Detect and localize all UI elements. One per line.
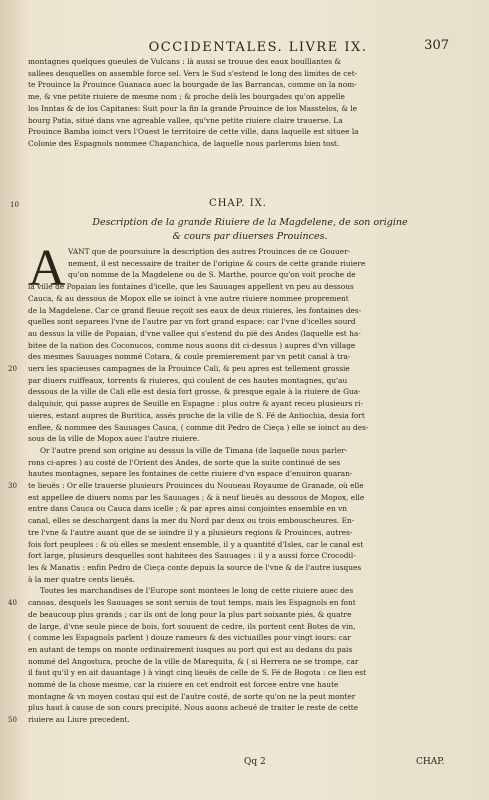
text-line: Colonie des Espagnols nommee Chapanchica, de laquelle nous parlerons bien tost.	[28, 138, 340, 148]
margin-line-number: 50	[8, 716, 17, 724]
text-line: au dessus la ville de Popaian, d'vne vallee qui s'estend du pié des Andes (laquelle est ha-	[28, 328, 361, 338]
text-line: Or l'autre prend son origine au dessus la ville de Timana (de laquelle nous parler-	[40, 445, 348, 455]
text-line: qu'on nomme de la Magdelene ou de S. Marthe, pource qu'on voit proche de	[68, 270, 356, 280]
text-line: tre l'vne & l'autre auant que de se ioindre il y a plusieurs regions & Prouinces, autres-	[28, 527, 353, 537]
margin-line-number: 20	[8, 365, 17, 373]
text-line: me, & vne petite riuiere de mesme nom ; & proche delà les bourgades qu'on appelle	[28, 92, 345, 102]
text-line: uers les spacieuses campagnes de la Prouince Cali, & peu apres est tellement grossie	[28, 364, 350, 374]
top-paragraph	[28, 56, 453, 150]
text-line: sallees desquelles on assemble force sel. Vers le Sud s'estend le long des limites de cet-	[28, 68, 358, 78]
text-line: te Prouince la Prouince Guanaca auec la bourgade de las Barrancas, comme on la nom-	[28, 80, 357, 90]
text-line: nement, il est necessaire de traiter de l'origine & cours de cette grande riuiere	[68, 258, 366, 268]
text-line: nommé del Angostura, proche de la ville de Marequita, & ( si Herrera ne se trompe, car	[28, 656, 359, 666]
subtitle-line: Description de la grande Riuiere de la Magdelene, de son origine	[92, 217, 408, 228]
text-line: rons ci-apres ) au costé de l'Orient des Andes, de sorte que la suite continué de ses	[28, 457, 341, 467]
subtitle-line: & cours par diuerses Prouinces.	[172, 231, 328, 242]
text-line: VANT que de poursuiure la description des autres Prouinces de ce Gouuer-	[68, 247, 351, 256]
text-line: par diuers ruiffeaux, torrents & riuieres, qui coulent de ces hautes montagnes, qu'au	[28, 375, 348, 385]
text-line: dalquiuir, qui passe aupres de Seuille en Espagne : plus outre & ayant receu plusieurs ri-	[28, 399, 363, 409]
text-line: Prouince Bamba ioinct vers l'Ouest le territoire de cette ville, dans laquelle est situee la	[28, 127, 359, 137]
text-line: riuiere au Liure precedent.	[28, 715, 130, 725]
text-line: plus haut à cause de son cours precipité. Nous auons acheué de traiter le reste de cette	[28, 703, 359, 713]
margin-line-number: 10	[10, 201, 19, 209]
chapter-subtitle	[60, 216, 440, 244]
margin-line-number: 30	[8, 482, 17, 490]
text-line: quelles sont separees l'vne de l'autre par vn fort grand espace: car l'vne d'icelles sourd	[28, 317, 356, 327]
text-line: montagne & vn moyen costau qui est de l'autre costé, de sorte qu'on ne la peut monter	[28, 691, 356, 701]
page-number: 307	[424, 38, 449, 53]
text-line: canoas, desquels les Sauuages se sont seruis de tout temps, mais les Espagnols en font	[28, 598, 356, 608]
text-line: en autant de temps on monte ordinairement iusques au port qui est au dedans du pais	[28, 644, 353, 654]
text-line: entre dans Cauca ou Cauca dans icelle ; & par apres ainsi conjointes ensemble en vn	[28, 504, 348, 514]
text-line: Cauca, & au dessous de Mopox elle se ioinct à vne autre riuiere nommee proprement	[28, 293, 349, 303]
text-line: nommé de la chose mesme, car la riuiere en cet endroit est forcee entre vne haute	[28, 680, 339, 690]
text-line: dessous de la ville de Cali elle est desia fort grosse, & presque egale à la riuiere de Gua-	[28, 387, 361, 397]
text-line: de la Magdelene. Car ce grand fleuue reçoit ses eaux de deux riuieres, les fontaines des-	[28, 305, 362, 315]
text-line: de beaucoup plus grands ; car ils ont de long pour la plus part soixante piés, & quatre	[28, 609, 352, 619]
text-line: ( comme les Espagnols parlent ) douze rameurs & des victuailles pour vingt iours: car	[28, 633, 351, 643]
text-line: fort large, plusieurs desquelles sont habitees des Sauuages : il y a aussi force Crocodil-	[28, 551, 356, 561]
drop-cap: A	[28, 240, 66, 297]
margin-line-number: 40	[8, 599, 17, 607]
text-line: enflee, & nommee des Sauuages Cauca, ( comme dit Pedro de Cieça ) elle se ioinct au des-	[28, 422, 369, 432]
text-line: Toutes les marchandises de l'Europe sont montees le long de cette riuiere auec des	[40, 586, 354, 596]
text-line: de large, d'vne seule piece de bois, fort souuent de cedre, ils portent cent Botes de vin,	[28, 621, 356, 631]
text-line: la ville de Popaian les fontaines d'icelle, que les Sauuages appellent vn peu au dessous	[28, 282, 354, 292]
text-line: fois fort peuplees : & où elles se meslent ensemble, il y a quantité d'Isles, car le canal est	[28, 539, 364, 549]
text-line: bourg Patia, situé dans vne agreable vallee, qu'vne petite riuiere claire trauerse. La	[28, 115, 343, 125]
catchword: CHAP.	[416, 757, 445, 767]
text-line: les & Manatis : enfin Pedro de Cieça conte depuis la source de l'vne & de l'autre iusques	[28, 562, 362, 572]
chapter-heading: CHAP. IX.	[209, 198, 267, 209]
signature-mark: Qq 2	[244, 757, 266, 767]
text-line: los Inntas & de los Capitanes: Suit pour la fin la grande Prouince de los Masstelos, & le	[28, 103, 358, 113]
text-line: à la mer quatre cents lieuës.	[28, 574, 136, 584]
running-head: OCCIDENTALES. LIVRE IX.	[148, 40, 368, 55]
text-line: hautes montagnes, separe les fontaines de cette riuiere d'vn espace d'enuiron quaran-	[28, 469, 353, 479]
text-line: canal, elles se deschargent dans la mer du Nord par deux ou trois embouscheures. En-	[28, 516, 355, 526]
text-line: sous de la ville de Mopox auec l'autre riuiere.	[28, 434, 200, 444]
text-line: uieres, estant aupres de Buritica, assés proche de la ville de S. Fé de Antiochia, desia fort	[28, 410, 365, 420]
main-text	[28, 240, 453, 726]
text-line: il faut qu'il y en ait dauantage ) à vingt cinq lieuës de celle de S. Fé de Bogota : ce lieu est	[28, 668, 367, 678]
text-line: montagnes quelques gueules de Vulcans : là aussi se trouue des eaux bouïllantes &	[28, 57, 341, 66]
text-line: bitee de la nation des Coconucos, comme nous auons dit ci-dessus ) aupres d'vn village	[28, 340, 356, 350]
text-line: des mesmes Sauuages nommé Cotara, & coule premierement par vn petit canal à tra-	[28, 352, 351, 362]
text-line: te lieuës : Or elle trauerse plusieurs Prouinces du Nouueau Royaume de Granade, où elle	[28, 481, 364, 491]
text-line: est appellee de diuers noms par les Sauuages ; & à neuf lieuës au dessous de Mopox, elle	[28, 492, 365, 502]
